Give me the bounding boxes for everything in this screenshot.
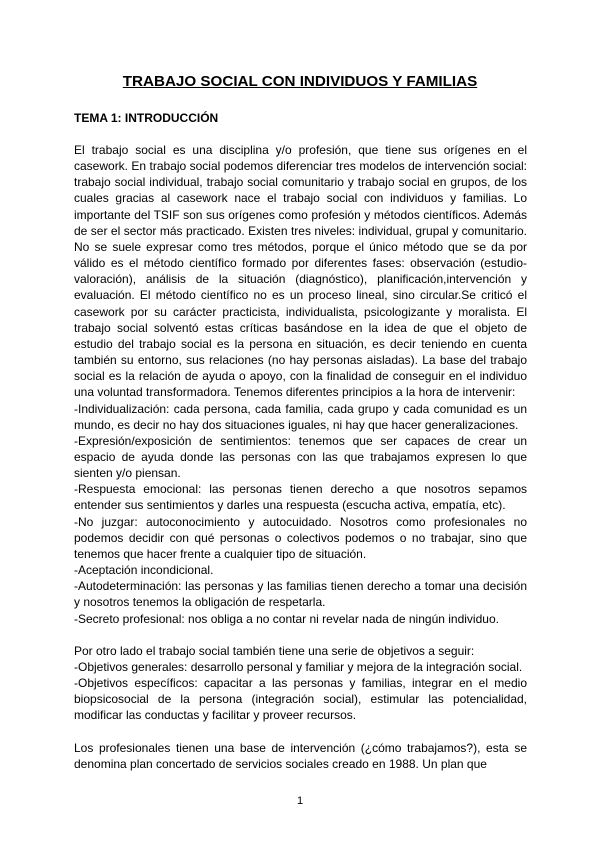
principle-respuesta-emocional: -Respuesta emocional: las personas tienen derecho a que nosotros sepamos entender sus sentimientos y darles una respuesta (escucha activa, empatía, etc). bbox=[74, 482, 527, 513]
principle-no-juzgar: -No juzgar: autoconocimiento y autocuidado. Nosotros como profesionales no podemos decidir con qué personas o colectivos podemos o no trabajar, sino que tenemos que hacer frente a cualquier tipo de situación. bbox=[74, 514, 527, 561]
principle-autodeterminacion: -Autodeterminación: las personas y las familias tienen derecho a tomar una decisión y nosotros tenemos la obligación de respetarla. bbox=[74, 579, 527, 610]
closing-paragraph: Los profesionales tienen una base de intervención (¿cómo trabajamos?), esta se denomina plan concertado de servicios sociales creado en 1988. Un plan que bbox=[74, 740, 527, 771]
objectives-especificos: -Objetivos específicos: capacitar a las personas y familias, integrar en el medio biopsicosocial de la persona (integración social), estimular las potencialidad, modificar las conductas y facilitar y proveer recursos. bbox=[74, 676, 527, 723]
page-number: 1 bbox=[296, 795, 304, 807]
document-title: TRABAJO SOCIAL CON INDIVIDUOS Y FAMILIAS bbox=[122, 73, 478, 90]
section-heading: TEMA 1: INTRODUCCIÓN bbox=[74, 111, 219, 125]
principle-expresion: -Expresión/exposición de sentimientos: tenemos que ser capaces de crear un espacio de ayuda donde las personas con las que trabajamos expresen lo que sienten y/o piensan. bbox=[74, 433, 527, 481]
objectives-intro: Por otro lado el trabajo social también tiene una serie de objetivos a seguir: bbox=[74, 643, 475, 658]
principle-aceptacion: -Aceptación incondicional. bbox=[74, 563, 214, 578]
principle-secreto-profesional: -Secreto profesional: nos obliga a no contar ni revelar nada de ningún individuo. bbox=[74, 611, 499, 626]
principle-individualizacion: -Individualización: cada persona, cada familia, cada grupo y cada comunidad es un mundo, es decir no hay dos situaciones iguales, ni hay que hacer generalizaciones. bbox=[74, 401, 527, 432]
document-body bbox=[74, 142, 527, 772]
objectives-generales: -Objetivos generales: desarrollo personal y familiar y mejora de la integración social. bbox=[74, 659, 523, 674]
intro-paragraph: El trabajo social es una disciplina y/o profesión, que tiene sus orígenes en el casework. En trabajo social podemos diferenciar tres modelos de intervención social: trabajo social individual, trabajo social comunitario y trabajo social en grupos, de los cuales gracias al casework nace el trabajo social con individuos y familias. Lo importante del TSIF son sus orígenes como profesión y métodos científicos. Además de ser el sector más practicado. Existen tres niveles: individual, grupal y comunitario. No se suele expresar como tres métodos, porque el único método que se da por válido es el método científico formado por diferentes fases: observación (estudio-valoración), análisis de la situación (diagnóstico), planificación,intervención y evaluación. El método científico no es un proceso lineal, sino circular.Se criticó el casework por su carácter practicista, individualista, psicologizante y moralista. El trabajo social solventó estas críticas basándose en la idea de que el objeto de estudio del trabajo social es la persona en situación, es decir teniendo en cuenta también su entorno, sus relaciones (no hay personas aisladas). La base del trabajo social es la relación de ayuda o apoyo, con la finalidad de conseguir en el individuo una voluntad transformadora. Tenemos diferentes principios a la hora de intervenir: bbox=[74, 143, 527, 400]
